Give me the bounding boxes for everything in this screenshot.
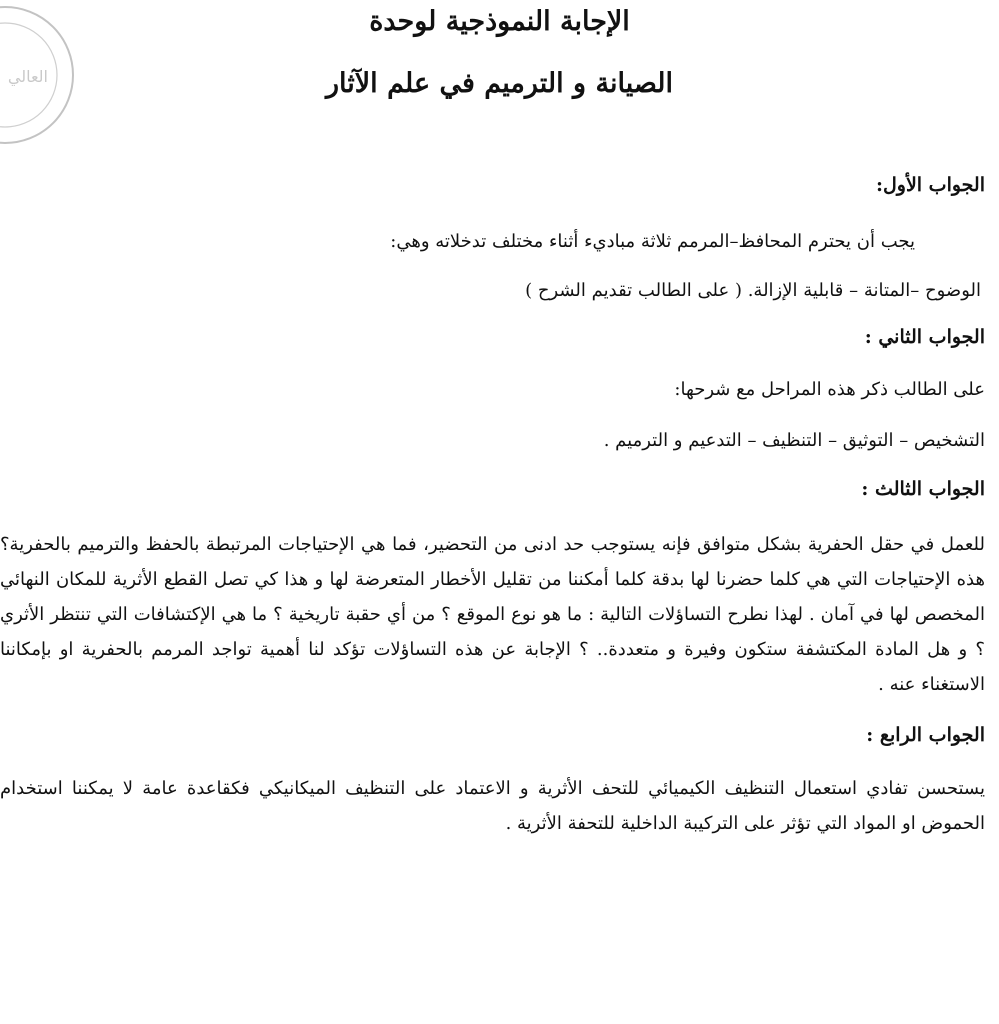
answer-1-line-1: يجب أن يحترم المحافظ–المرمم ثلاثة مباديء أثناء مختلف تدخلاته وهي:: [390, 230, 915, 252]
answer-4-paragraph: يستحسن تفادي استعمال التنظيف الكيميائي للتحف الأثرية و الاعتماد على التنظيف الميكانيكي فكقاعدة عامة لا يمكننا استخدام الحموض او المواد التي تؤثر على التركيبة الداخلية للتحفة الأثرية .: [0, 777, 985, 834]
page-title-line-1: الإجابة النموذجية لوحدة: [369, 6, 630, 37]
answers-body: [0, 174, 985, 841]
answer-1-line-2: الوضوح –المتانة – قابلية الإزالة. ( على الطالب تقديم الشرح ): [525, 280, 981, 302]
stamp-text: العالي: [7, 67, 48, 86]
answer-3-heading: الجواب الثالث :: [861, 477, 985, 500]
answer-1-heading: الجواب الأول:: [875, 174, 985, 196]
page-title-line-2: الصيانة و الترميم في علم الآثار: [325, 68, 673, 99]
answer-2-line-2: التشخيص – التوثيق – التنظيف – التدعيم و الترميم .: [603, 430, 985, 452]
answer-4-heading: الجواب الرابع :: [866, 723, 985, 746]
answer-2-line-1: على الطالب ذكر هذه المراحل مع شرحها:: [674, 378, 985, 400]
answer-3-paragraph: للعمل في حقل الحفرية بشكل متوافق فإنه يستوجب حد ادنى من التحضير، فما هي الإحتياجات المرتبطة بالحفظ والترميم بالحفرية؟ هذه الإحتياجات التي هي كلما حضرنا لها بدقة كلما أمكننا من تقليل الأخطار المتعرضة لها و هذا كي تصل القطع الأثرية للمكان النهائي المخصص لها في آمان . لهذا نطرح التساؤلات التالية : ما هو نوع الموقع ؟ من أي حقبة تاريخية ؟ ما هي الإكتشافات التي تنتظر الأثري ؟ و هل المادة المكتشفة ستكون وفيرة و متعددة.. ؟ الإجابة عن هذه التساؤلات تؤكد لنا أهمية تواجد المرمم بالحفرية او بإمكاننا الاستغناء عنه .: [0, 533, 985, 695]
answer-2-heading: الجواب الثاني :: [864, 325, 985, 348]
